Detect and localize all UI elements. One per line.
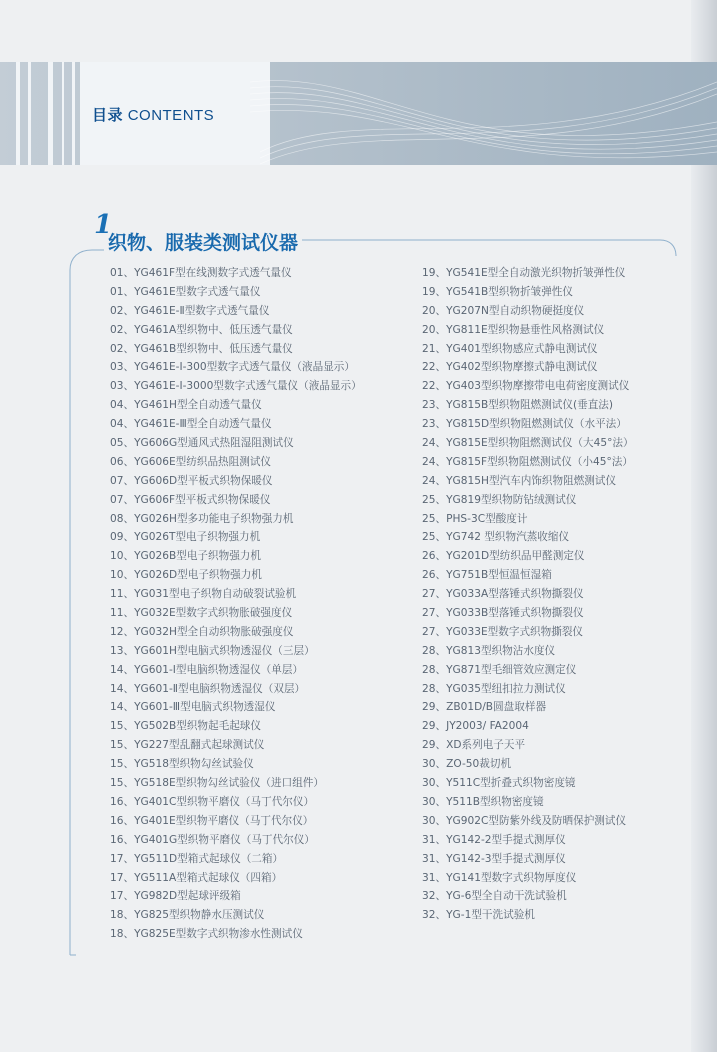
toc-entry[interactable]: 21、YG401型织物感应式静电测试仪 [422,342,598,355]
toc-entry[interactable]: 19、YG541B型织物折皱弹性仪 [422,285,573,298]
toc-entry[interactable]: 30、ZO-50裁切机 [422,758,512,771]
toc-entry[interactable]: 20、YG811E型织物悬垂性风格测试仪 [422,323,605,336]
toc-entry[interactable]: 01、YG461E型数字式透气量仪 [110,285,261,298]
toc-right-column [422,264,634,925]
toc-entry[interactable]: 30、YG902C型防紫外线及防晒保护测试仪 [422,814,627,827]
toc-entry[interactable]: 15、YG227型乱翻式起球测试仪 [110,739,265,752]
toc-entry[interactable]: 27、YG033A型落锤式织物撕裂仪 [422,588,584,601]
toc-entry[interactable]: 15、YG518型织物勾丝试验仪 [110,758,254,771]
toc-entry[interactable]: 06、YG606E型纺织品热阻测试仪 [110,455,272,468]
toc-entry[interactable]: 16、YG401E型织物平磨仪（马丁代尔仪） [110,814,314,827]
toc-entry[interactable]: 22、YG403型织物摩擦带电电荷密度测试仪 [422,380,630,393]
toc-entry[interactable]: 31、YG142-3型手提式测厚仪 [422,852,566,865]
toc-entry[interactable]: 24、YG815E型织物阻燃测试仪（大45°法） [422,437,634,450]
toc-entry[interactable]: 32、YG-1型干洗试验机 [422,909,535,922]
toc-entry[interactable]: 28、YG871型毛细管效应测定仪 [422,663,577,676]
toc-entry[interactable]: 02、YG461E-Ⅱ型数字式透气量仪 [110,304,270,317]
toc-entry[interactable]: 26、YG201D型纺织品甲醛测定仪 [422,550,585,563]
toc-entry[interactable]: 14、YG601-Ⅲ型电脑式织物透湿仪 [110,701,276,714]
toc-entry[interactable]: 04、YG461E-Ⅲ型全自动透气量仪 [110,418,272,431]
toc-entry[interactable]: 02、YG461A型织物中、低压透气量仪 [110,323,293,336]
toc-entry[interactable]: 17、YG982D型起球评级箱 [110,890,241,903]
toc-left-column [110,264,362,944]
toc-entry[interactable]: 11、YG031型电子织物自动破裂试验机 [110,588,297,601]
toc-entry[interactable]: 03、YG461E-Ⅰ-300型数字式透气量仪（液晶显示） [110,361,355,374]
toc-entry[interactable]: 22、YG402型织物摩擦式静电测试仪 [422,361,598,374]
toc-entry[interactable]: 23、YG815B型织物阻燃测试仪(垂直法) [422,399,614,412]
toc-entry[interactable]: 28、YG035型纽扣拉力测试仪 [422,682,566,695]
toc-entry[interactable]: 30、Y511C型折叠式织物密度镜 [422,777,576,790]
toc-entry[interactable]: 15、YG518E型织物勾丝试验仪（进口组件） [110,777,324,790]
toc-entry[interactable]: 01、YG461F型在线测数字式透气量仪 [110,267,292,279]
toc-entry[interactable]: 02、YG461B型织物中、低压透气量仪 [110,342,293,355]
toc-entry[interactable]: 31、YG141型数字式织物厚度仪 [422,871,577,884]
toc-entry[interactable]: 27、YG033E型数字式织物撕裂仪 [422,625,584,638]
toc-entry[interactable]: 26、YG751B型恒温恒湿箱 [422,569,552,582]
toc-entry[interactable]: 10、YG026B型电子织物强力机 [110,550,261,563]
toc-entry[interactable]: 14、YG601-Ⅱ型电脑织物透湿仪（双层） [110,682,306,695]
toc-entry[interactable]: 07、YG606D型平板式织物保暖仪 [110,474,273,487]
toc-entry[interactable]: 30、Y511B型织物密度镜 [422,795,544,808]
toc-entry[interactable]: 18、YG825型织物静水压测试仪 [110,909,265,922]
toc-entry[interactable]: 10、YG026D型电子织物强力机 [110,569,262,582]
toc-entry[interactable]: 25、PHS-3C型酸度计 [422,512,528,525]
title-english: CONTENTS [127,107,215,124]
toc-entry[interactable]: 08、YG026H型多功能电子织物强力机 [110,512,294,525]
toc-entry[interactable]: 20、YG207N型自动织物硬挺度仪 [422,304,585,317]
toc-entry[interactable]: 18、YG825E型数字式织物渗水性测试仪 [110,928,303,941]
toc-entry[interactable]: 31、YG142-2型手提式测厚仪 [422,833,566,846]
toc-entry[interactable]: 14、YG601-Ⅰ型电脑织物透湿仪（单层） [110,663,304,676]
toc-entry[interactable]: 25、YG742 型织物汽蒸收缩仪 [422,531,570,544]
toc-entry[interactable]: 05、YG606G型通风式热阻湿阻测试仪 [110,437,294,450]
toc-entry[interactable]: 19、YG541E型全自动激光织物折皱弹性仪 [422,267,626,279]
section-number: 1 [94,210,113,240]
toc-entry[interactable]: 17、YG511D型箱式起球仪（二箱） [110,852,284,865]
toc-entry[interactable]: 29、XD系列电子天平 [422,739,526,752]
toc-entry[interactable]: 24、YG815H型汽车内饰织物阻燃测试仪 [422,474,617,487]
toc-entry[interactable]: 29、JY2003/ FA2004 [422,720,529,733]
toc-entry[interactable]: 16、YG401G型织物平磨仪（马丁代尔仪） [110,833,315,846]
toc-entry[interactable]: 27、YG033B型落锤式织物撕裂仪 [422,607,584,620]
toc-entry[interactable]: 23、YG815D型织物阻燃测试仪（水平法） [422,418,627,431]
toc-entry[interactable]: 29、ZB01D/B圆盘取样器 [422,701,547,714]
toc-entry[interactable]: 07、YG606F型平板式织物保暖仪 [110,493,271,506]
toc-entry[interactable]: 28、YG813型织物沾水度仪 [422,644,556,657]
toc-entry[interactable]: 03、YG461E-Ⅰ-3000型数字式透气量仪（液晶显示） [110,380,362,393]
toc-entry[interactable]: 24、YG815F型织物阻燃测试仪（小45°法） [422,455,633,468]
toc-entry[interactable]: 04、YG461H型全自动透气量仪 [110,399,262,412]
toc-entry[interactable]: 25、YG819型织物防钻绒测试仪 [422,493,577,506]
toc-entry[interactable]: 09、YG026T型电子织物强力机 [110,531,261,544]
toc-entry[interactable]: 17、YG511A型箱式起球仪（四箱） [110,871,283,884]
toc-entry[interactable]: 11、YG032E型数字式织物胀破强度仪 [110,607,293,620]
section-title: 织物、服装类测试仪器 [108,232,299,254]
toc-entry[interactable]: 13、YG601H型电脑式织物透湿仪（三层） [110,644,315,657]
title-chinese: 目录 [92,107,124,124]
toc-entry[interactable]: 12、YG032H型全自动织物胀破强度仪 [110,625,294,638]
toc-entry[interactable]: 16、YG401C型织物平磨仪（马丁代尔仪） [110,795,315,808]
toc-entry[interactable]: 15、YG502B型织物起毛起球仪 [110,720,261,733]
toc-entry[interactable]: 32、YG-6型全自动干洗试验机 [422,890,567,903]
